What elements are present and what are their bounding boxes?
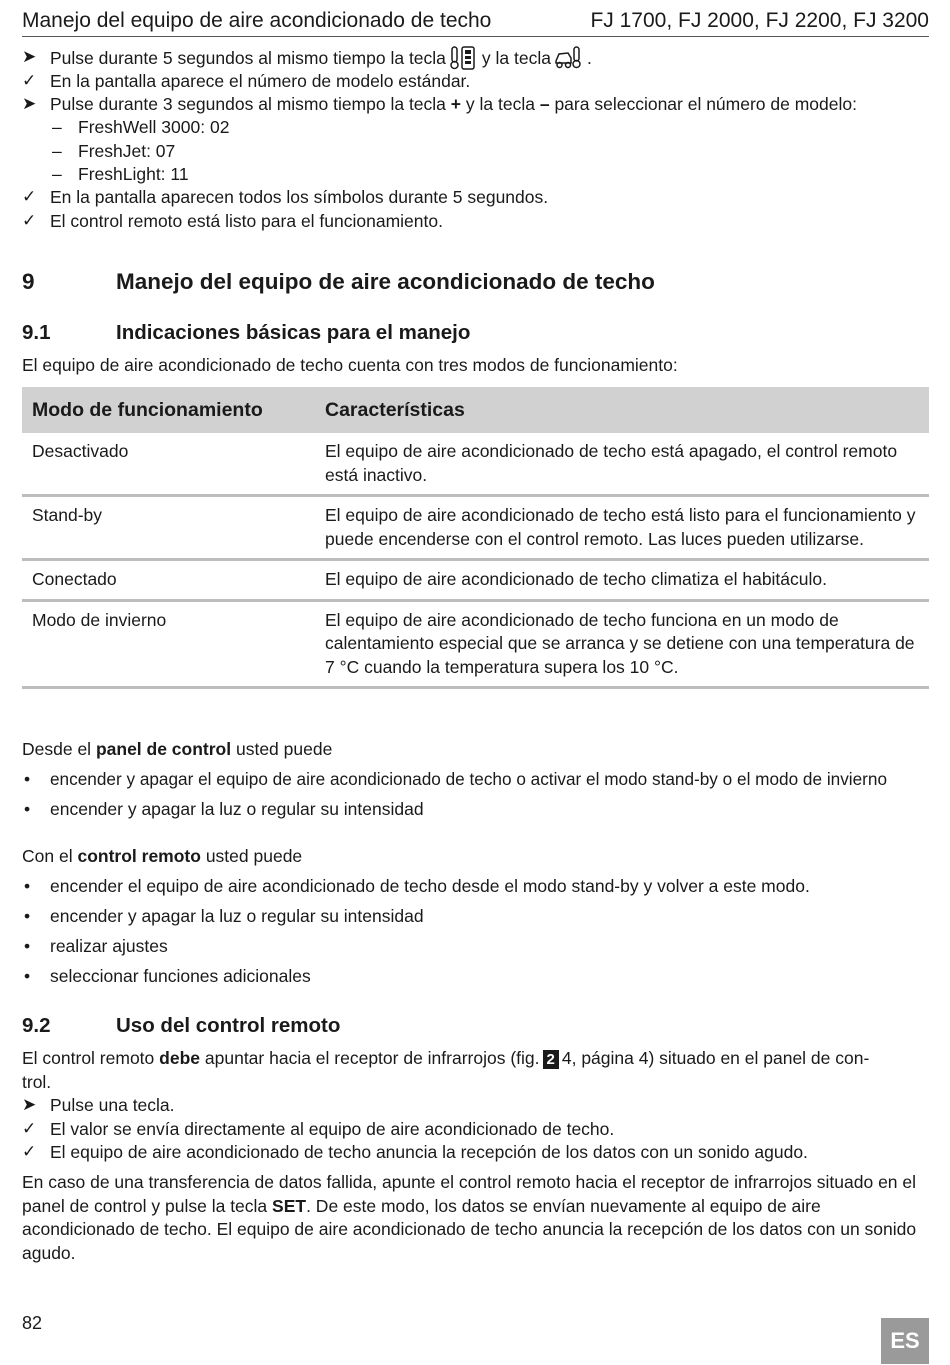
remote-usage-paragraph: El control remoto debe apuntar hacia el receptor de infrarrojos (fig. 2 4, página 4) situado en el panel de con- trol. xyxy=(22,1048,870,1092)
table-row xyxy=(22,600,929,688)
mode-cell: Conectado xyxy=(22,560,315,601)
bullet-icon: • xyxy=(24,799,31,819)
table-row xyxy=(22,433,929,496)
description-cell: El equipo de aire acondicionado de techo está apagado, el control remoto está inactivo. xyxy=(315,433,929,496)
bullet-icon: • xyxy=(24,906,31,926)
subsection-title: Indicaciones básicas para el manejo xyxy=(116,321,471,344)
bullet-icon: • xyxy=(24,936,31,956)
arrow-icon: ➤ xyxy=(22,47,37,66)
modes-table xyxy=(22,387,929,689)
failed-transfer-paragraph: En caso de una transferencia de datos fallida, apunte el control remoto hacia el receptor de infrarrojos situado en el panel de control y pulse la tecla SET. De este modo, los datos se envían nuevamente al equipo de aire acondicionado de techo. El equipo de aire acondicionado de techo anuncia la recepción de los datos con un sonido agudo. xyxy=(22,1172,917,1263)
header-models: FJ 1700, FJ 2000, FJ 2200, FJ 3200 xyxy=(590,9,929,32)
mode-cell: Modo de invierno xyxy=(22,600,315,688)
panel-lead: Desde el panel de control usted puede xyxy=(22,739,333,759)
page-number: 82 xyxy=(22,1313,43,1333)
check-icon: ✓ xyxy=(22,1142,37,1161)
mode-cell: Stand-by xyxy=(22,496,315,560)
arrow-icon: ➤ xyxy=(22,1095,37,1114)
running-header xyxy=(22,8,929,37)
description-cell: El equipo de aire acondicionado de techo climatiza el habitáculo. xyxy=(315,560,929,601)
language-badge: ES xyxy=(881,1318,929,1364)
arrow-icon: ➤ xyxy=(22,94,37,113)
car-thermometer-icon xyxy=(554,46,584,75)
section-number: 9 xyxy=(22,269,35,294)
check-icon: ✓ xyxy=(22,1119,37,1138)
check-icon: ✓ xyxy=(22,211,37,230)
bullet-icon: • xyxy=(24,966,31,986)
description-cell: El equipo de aire acondicionado de techo está listo para el funcionamiento y puede encenderse con el control remoto. Las luces pueden utilizarse. xyxy=(315,496,929,560)
table-row xyxy=(22,560,929,601)
subsection-title: Uso del control remoto xyxy=(116,1014,341,1037)
remote-lead: Con el control remoto usted puede xyxy=(22,846,303,866)
check-icon: ✓ xyxy=(22,187,37,206)
subsection-number: 9.2 xyxy=(22,1014,51,1037)
check-icon: ✓ xyxy=(22,71,37,90)
section-title: Manejo del equipo de aire acondicionado de techo xyxy=(116,269,655,294)
column-header: Características xyxy=(315,387,929,433)
header-title: Manejo del equipo de aire acondicionado de techo xyxy=(22,9,492,32)
subsection-number: 9.1 xyxy=(22,321,51,344)
table-row xyxy=(22,496,929,560)
description-cell: El equipo de aire acondicionado de techo funciona en un modo de calentamiento especial que se arranca y se detiene con una temperatura de 7 °C cuando la temperatura supera los 10 °C. xyxy=(315,600,929,688)
mode-cell: Desactivado xyxy=(22,433,315,496)
column-header: Modo de funcionamiento xyxy=(22,387,315,433)
bullet-icon: • xyxy=(24,769,31,789)
intro-text: El equipo de aire acondicionado de techo cuenta con tres modos de funcionamiento: xyxy=(22,355,678,375)
table-header-row xyxy=(22,387,929,433)
figure-reference-badge: 2 xyxy=(543,1050,559,1069)
bullet-icon: • xyxy=(24,876,31,896)
